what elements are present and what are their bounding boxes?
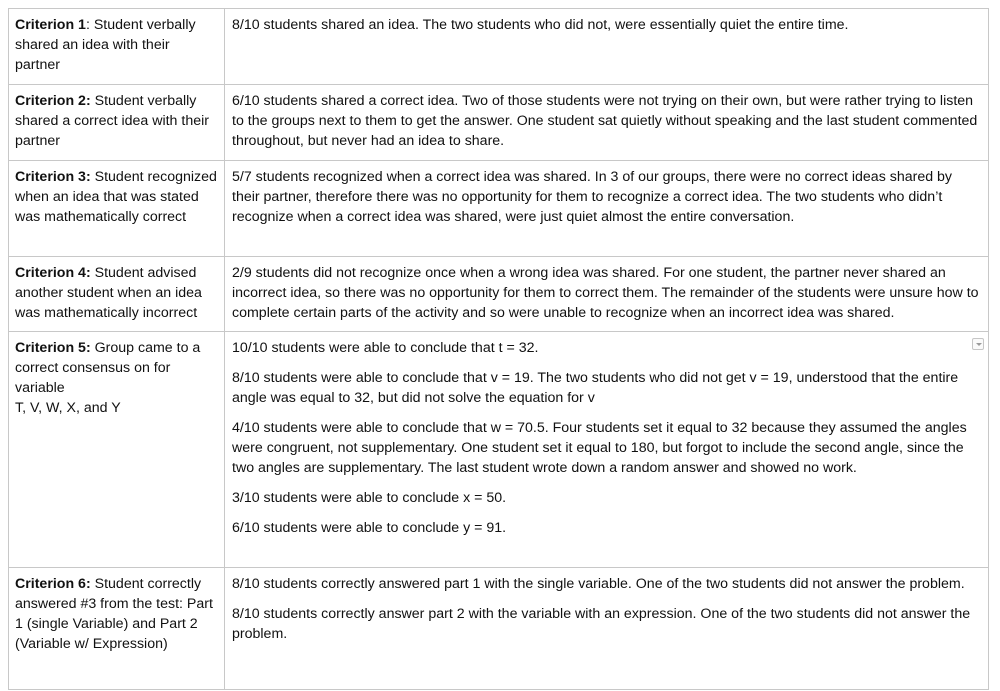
description-paragraph-with-cursor[interactable] — [232, 418, 980, 478]
criterion-cell[interactable] — [9, 257, 225, 332]
criterion-label: Criterion 3: — [15, 169, 91, 185]
description-paragraph: 8/10 students were able to conclude that v = 19. The two students who did not get v = 19, understood that the entire angle was equal to 32, but did not solve the equation for v — [232, 370, 959, 406]
criterion-cell[interactable] — [9, 161, 225, 257]
description-paragraph: 10/10 students were able to conclude that t = 32. — [232, 340, 539, 356]
description-cell[interactable] — [225, 85, 989, 161]
rubric-table — [8, 8, 989, 690]
criterion-label: Criterion 4: — [15, 265, 91, 281]
criterion-variables: T, V, W, X, and Y — [15, 400, 121, 416]
description-cell[interactable] — [225, 161, 989, 257]
description-paragraph: 2/9 students did not recognize once when a wrong idea was shared. For one student, the partner never shared an incorrect idea, so there was no opportunity for them to correct them. The remainder of the students were unsure how to complete certain parts of the activity and so were unable to recognize when an incorrect idea was shared. — [232, 265, 979, 321]
table-row — [9, 85, 989, 161]
table-row — [9, 332, 989, 568]
table-row — [9, 568, 989, 690]
criterion-label: Criterion 6: — [15, 576, 91, 592]
table-row — [9, 257, 989, 332]
description-paragraph: 6/10 students shared a correct idea. Two of those students were not trying on their own, but were rather trying to listen to the groups next to them to get the answer. One student sat quietly without speaking and the last student commented throughout, but never had an idea to share. — [232, 93, 978, 149]
description-paragraph: 8/10 students shared an idea. The two students who did not, were essentially quiet the entire time. — [232, 17, 849, 33]
criterion-label: Criterion 1 — [15, 17, 86, 33]
criterion-label-suffix: : — [85, 17, 90, 33]
criterion-text: Group came to a correct consensus on for variable — [15, 340, 201, 396]
description-cell[interactable] — [225, 568, 989, 690]
description-paragraph: 5/7 students recognized when a correct idea was shared. In 3 of our groups, there were no correct ideas shared by their partner, therefore there was no opportunity for them to recognize a correct idea. The two students who didn’t recognize when a correct idea was shared, were just quiet almost the entire conversation. — [232, 169, 953, 225]
description-cell[interactable] — [225, 257, 989, 332]
criterion-cell[interactable] — [9, 85, 225, 161]
chevron-down-icon[interactable] — [972, 338, 984, 350]
criterion-cell[interactable] — [9, 9, 225, 85]
description-paragraph-text: 4/10 students were able to conclude that w = 70.5. Four students set it equal to 32 because they assumed the angles were congruent, not supplementary. One student set it equal to 180, but forgot to include the second angle, since the two angles are supplementary. The last student wrote down a random answer and showed no work. — [232, 420, 967, 476]
criterion-text: Student advised another student when an idea was mathematically incorrect — [15, 265, 202, 321]
description-paragraph: 8/10 students correctly answered part 1 with the single variable. One of the two students did not answer the problem. — [232, 576, 965, 592]
table-row — [9, 9, 989, 85]
criterion-text: Student correctly answered #3 from the test: Part 1 (single Variable) and Part 2 (Variable w/ Expression) — [15, 576, 213, 652]
criterion-label: Criterion 2: — [15, 93, 91, 109]
criterion-cell[interactable] — [9, 332, 225, 568]
description-paragraph: 3/10 students were able to conclude x = 50. — [232, 490, 507, 506]
description-cell[interactable] — [225, 9, 989, 85]
criterion-label: Criterion 5: — [15, 340, 91, 356]
criterion-text: Student recognized when an idea that was stated was mathematically correct — [15, 169, 217, 225]
description-paragraph: 6/10 students were able to conclude y = 91. — [232, 520, 507, 536]
description-paragraph: 8/10 students correctly answer part 2 with the variable with an expression. One of the two students did not answer the problem. — [232, 606, 971, 642]
criterion-cell[interactable] — [9, 568, 225, 690]
table-row — [9, 161, 989, 257]
criterion-text: Student verbally shared a correct idea with their partner — [15, 93, 209, 149]
description-cell[interactable] — [225, 332, 989, 568]
criterion-text: Student verbally shared an idea with their partner — [15, 17, 196, 73]
